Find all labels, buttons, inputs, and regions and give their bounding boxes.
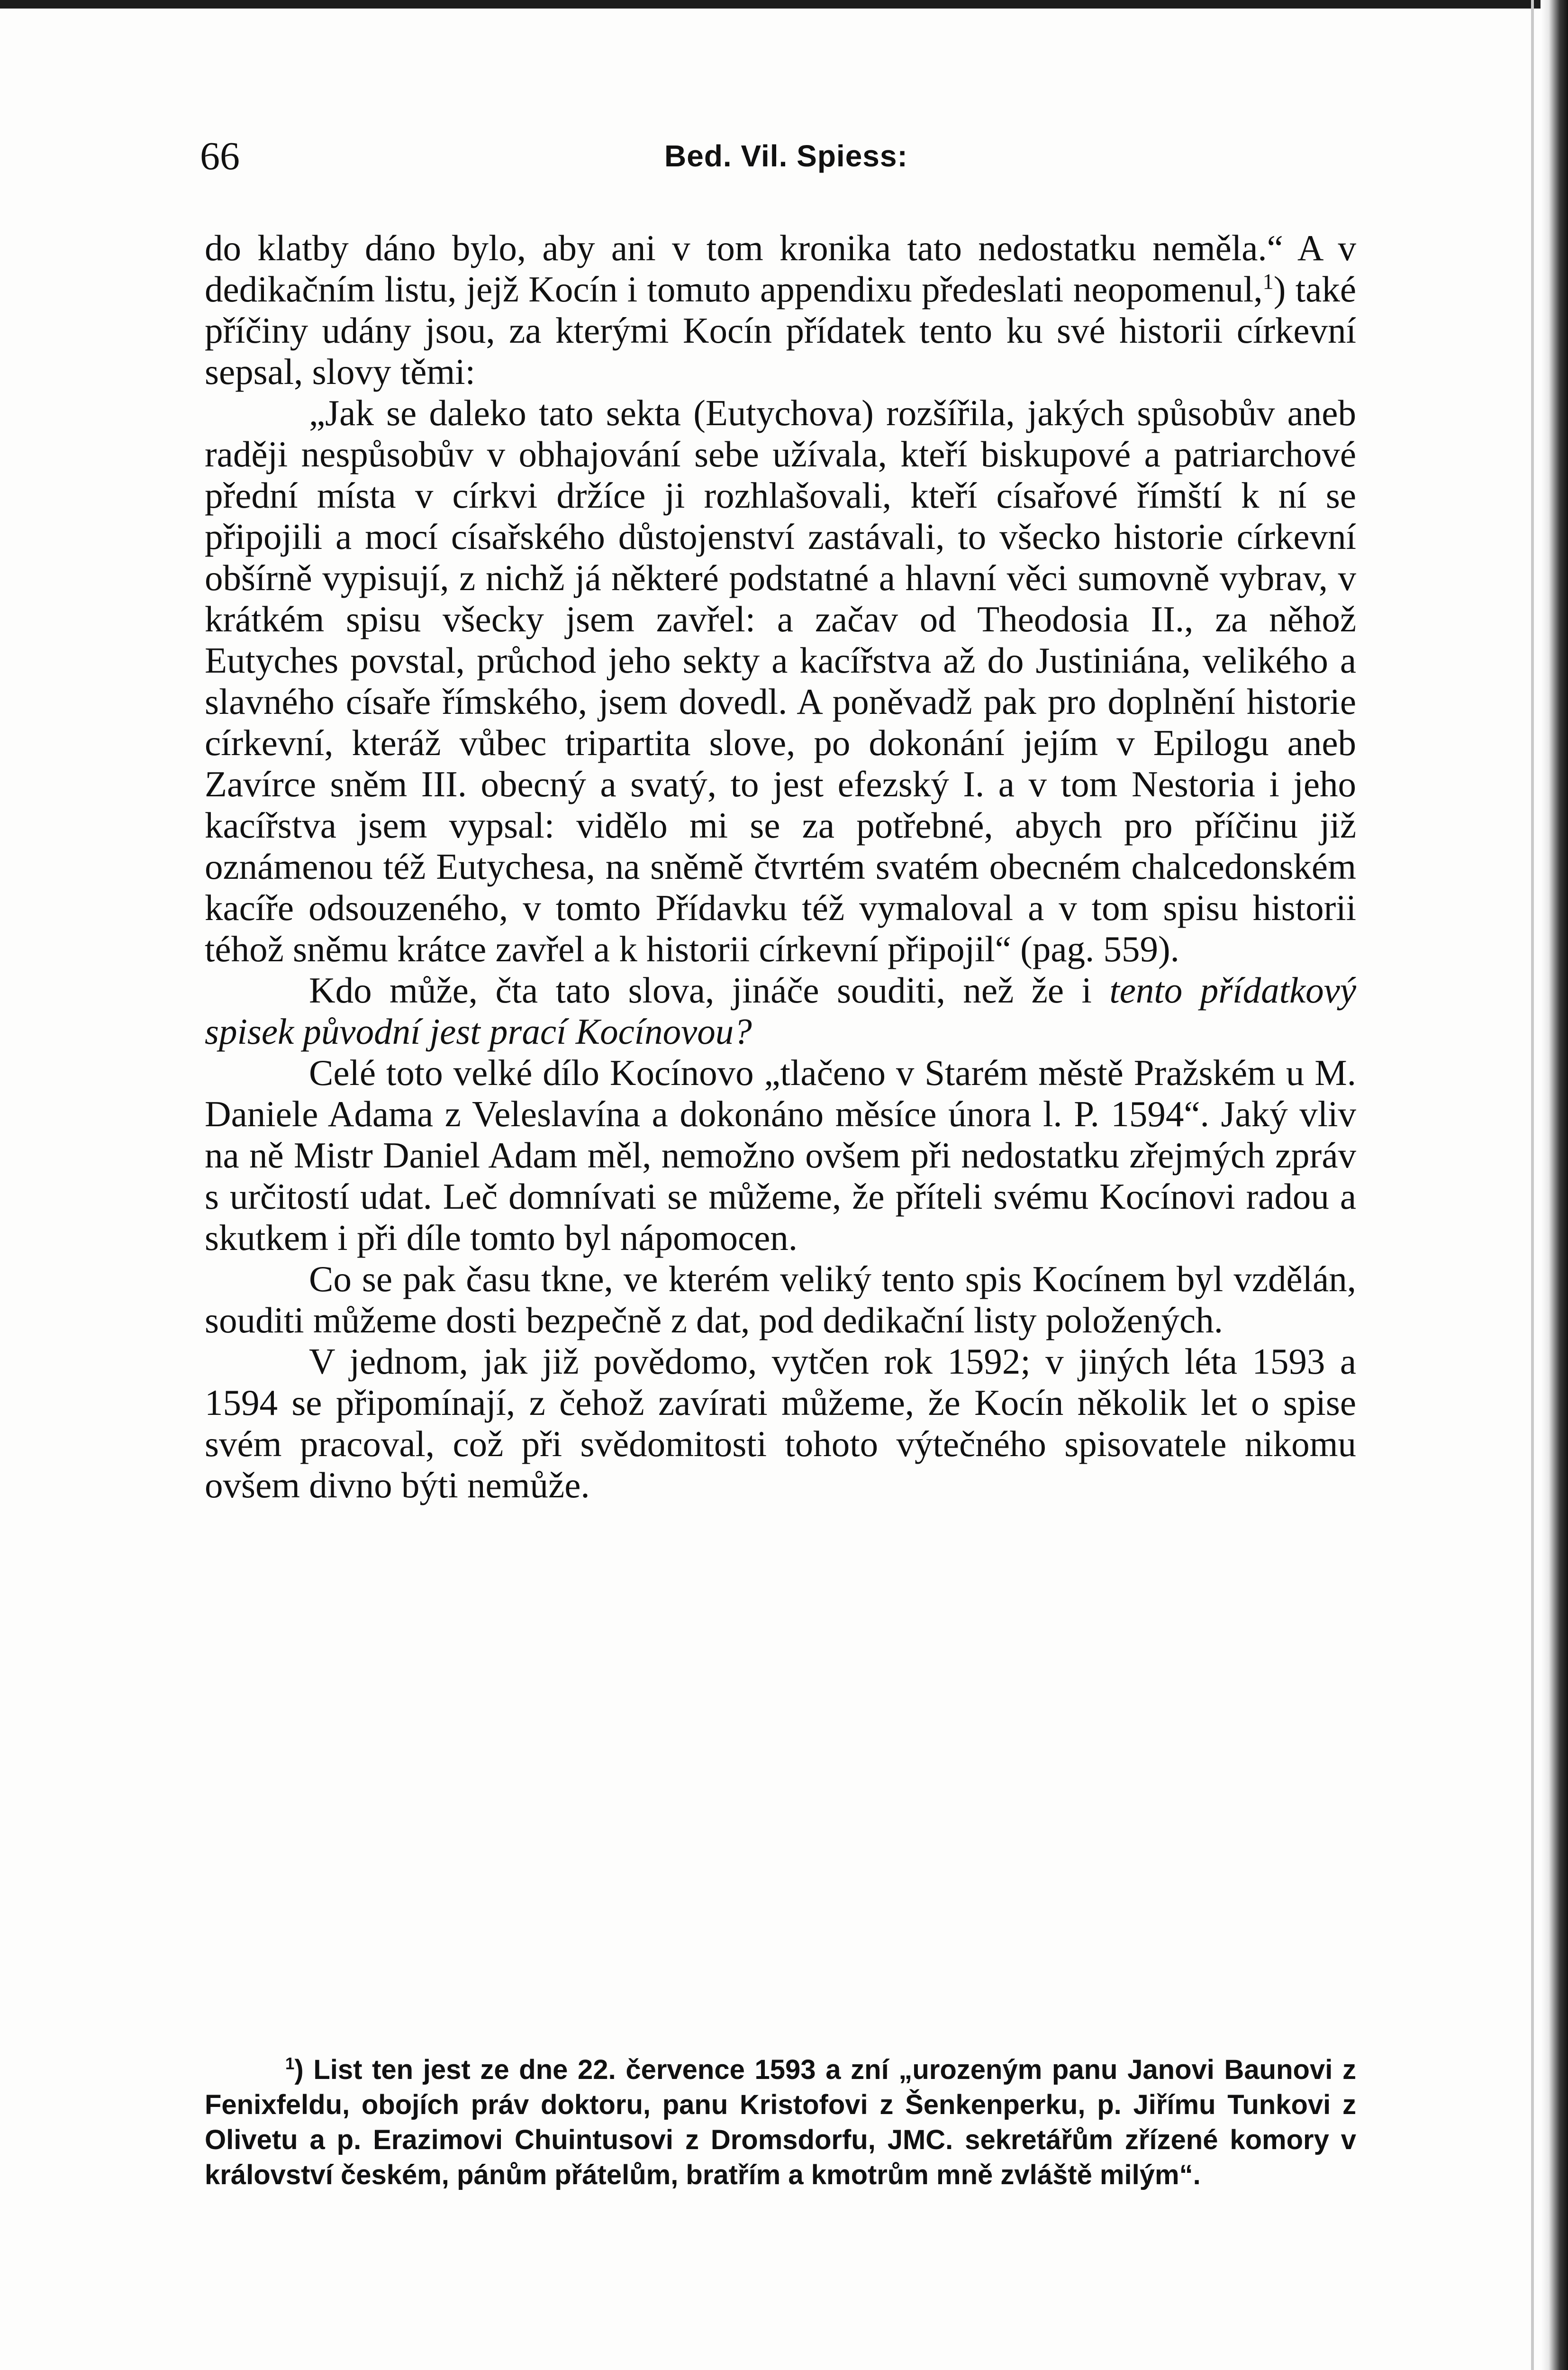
paragraph-1 [205, 228, 1356, 392]
paragraph-1-text-b: ) také příčiny udány jsou, za kterými Kocín přídatek tento ku své historii církevní sepsal, slovy těmi: [205, 269, 1356, 392]
paragraph-2-quotation: „Jak se daleko tato sekta (Eutychova) rozšířila, jakých spůsobův aneb raději nespůsobův v obhajování sebe užívala, kteří biskupové a patriarchové přední místa v církvi držíce ji rozhlašovali, kteří císařové římští k ní se připojili a mocí císařského důstojenství zastávali, to všecko historie církevní obšírně vypisují, z nichž já některé podstatné a hlavní věci sumovně vybrav, v krátkém spisu všecky jsem zavřel: a začav od Theodosia II., za něhož Eutyches povstal, průchod jeho sekty a kacířstva až do Justiniána, velikého a slavného císaře římského, jsem dovedl. A poněvadž pak pro doplnění historie církevní, kteráž vůbec tripartita slove, po dokonání jejím v Epilogu aneb Zavírce sněm III. obecný a svatý, to jest efezský I. a v tom Nestoria i jeho kacířstva jsem vypsal: vidělo mi se za potřebné, abych pro příčinu již oznámenou též Eutychesa, na sněmě čtvrtém svatém obecném chalcedonském kacíře odsouzeného, v tomto Přídavku též vymaloval a v tom spisu historii téhož sněmu krátce zavřel a k historii církevní připojil“ (pag. 559). [205, 392, 1356, 969]
paragraph-1-text-a: do klatby dáno bylo, aby ani v tom kronika tato nedostatku neměla.“ A v dedikačním listu, jejž Kocín i tomuto appendixu předeslati neopomenul, [205, 228, 1356, 310]
scan-gutter-line [1531, 0, 1534, 2370]
page-header [200, 133, 1356, 190]
footnotes [205, 2052, 1356, 2193]
footnote-mark: 1 [285, 2054, 295, 2073]
scan-top-edge [0, 0, 1568, 9]
paragraph-3 [205, 970, 1356, 1052]
body-text [205, 228, 1356, 1506]
paragraph-4: Celé toto velké dílo Kocínovo „tlačeno v Starém městě Pražském u M. Daniele Adama z Veleslavína a dokonáno měsíce února l. P. 1594“. Jaký vliv na ně Mistr Daniel Adam měl, nemožno ovšem při nedostatku zřejmých zpráv s určitostí udat. Leč domnívati se můžeme, že příteli svému Kocínovi radou a skutkem i při díle tomto byl nápomocen. [205, 1052, 1356, 1258]
paragraph-5: Co se pak času tkne, ve kterém veliký tento spis Kocínem byl vzdělán, souditi můžeme dosti bezpečně z dat, pod dedikační listy položených. [205, 1258, 1356, 1340]
paragraph-3-italic: tento přídatkový spisek původní jest prací Kocínovou? [205, 970, 1356, 1052]
footnote-1 [205, 2052, 1356, 2193]
page-number: 66 [200, 134, 240, 178]
footnote-text: ) List ten jest ze dne 22. července 1593 a zní „urozeným panu Janovi Baunovi z Fenixfeldu, obojích práv doktoru, panu Kristofovi z Šenkenperku, p. Jiřímu Tunkovi z Olivetu a p. Erazimovi Chuintusovi z Dromsdorfu, JMC. sekretářům zřízené komory v království českém, pánům přátelům, bratřím a kmotrům mně zvláště milým“. [205, 2054, 1356, 2190]
footnote-reference: 1 [1262, 269, 1274, 294]
paragraph-6: V jednom, jak již povědomo, vytčen rok 1592; v jiných léta 1593 a 1594 se připomínají, z čehož zavírati můžeme, že Kocín několik let o spise svém pracoval, což při svědomitosti tohoto výtečného spisovatele nikomu ovšem divno býti nemůže. [205, 1341, 1356, 1505]
running-head: Bed. Vil. Spiess: [664, 139, 908, 173]
scan-right-edge [1541, 0, 1568, 2370]
paragraph-3-text: Kdo může, čta tato slova, jináče souditi, než že i [309, 970, 1110, 1011]
